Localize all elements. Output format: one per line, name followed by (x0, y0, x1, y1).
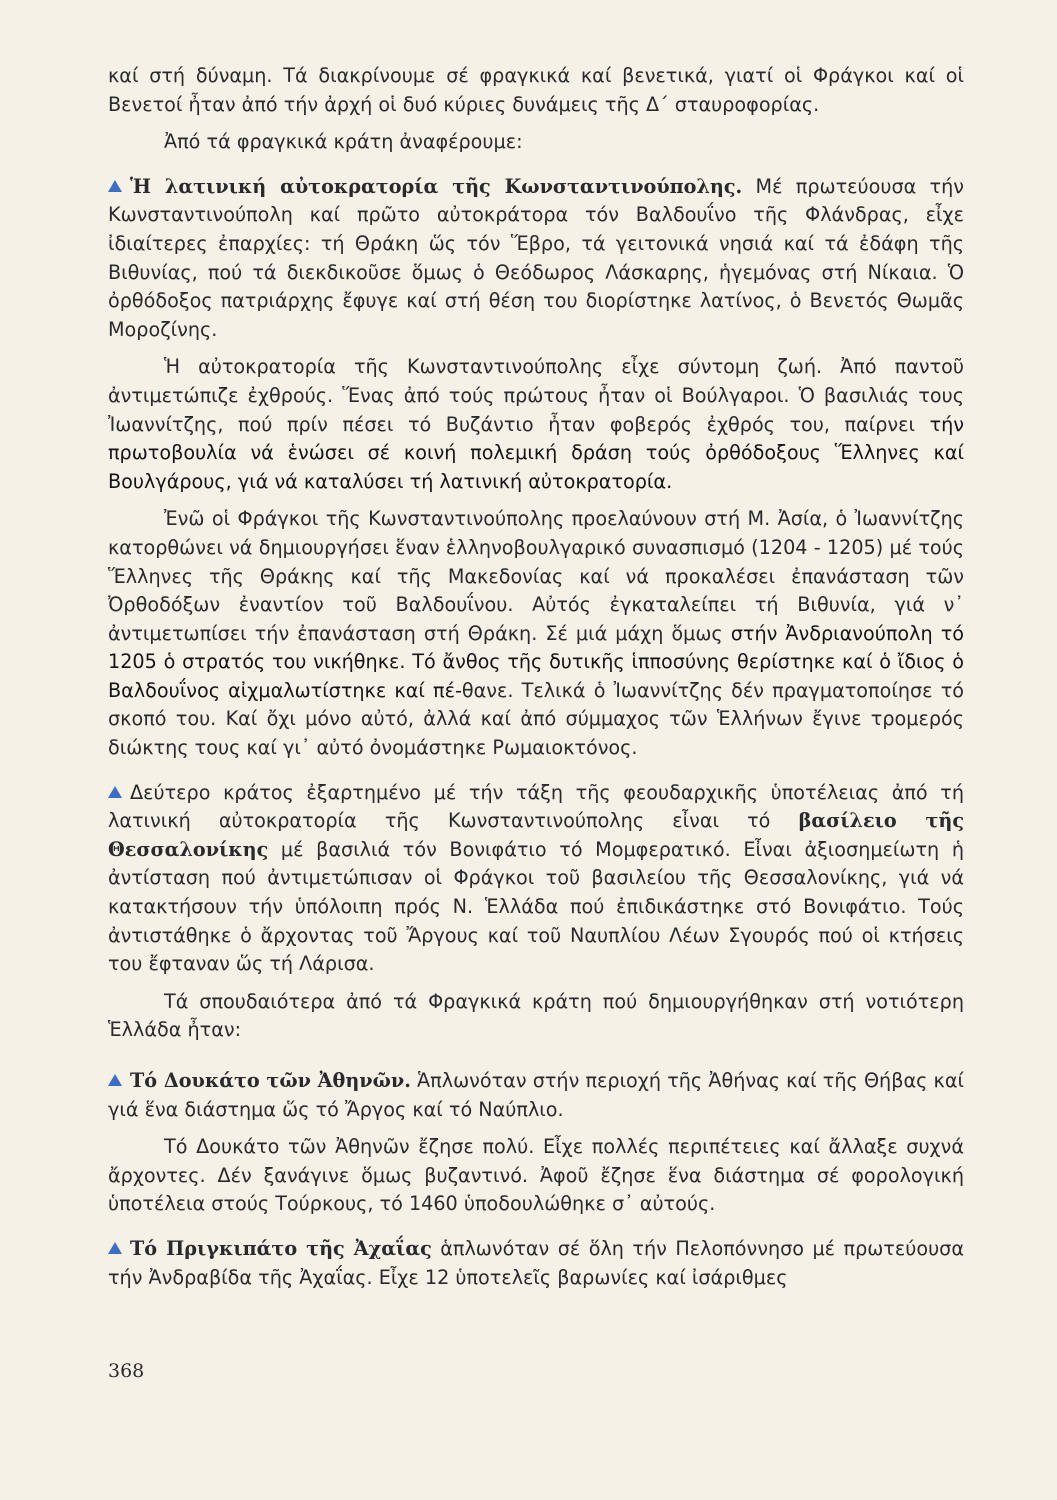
paragraph: Ἡ αὐτοκρατορία τῆς Κωνσταντινούπολης εἶχε σύντομη ζωή. Ἀπό παντοῦ ἀντιμετώπιζε ἐχθρούς. Ἕνας ἀπό τούς πρώτους ἦταν οἱ Βούλγαροι. Ὁ βασιλιάς τους Ἰωαννίτζης, πού πρίν πέσει τό Βυζάντιο ἦταν φοβερός ἐχθρός του, παίρνει τήν πρωτοβουλία νά ἑνώσει σέ κοινή πολεμική δράση τούς ὀρθόδοξους Ἕλληνες καί Βουλγάρους, γιά νά καταλύσει τή λατινική αὐτοκρατορία. (108, 355, 964, 493)
body-text (108, 62, 964, 1301)
section-paragraph: Δεύτερο κράτος ἐξαρτημένο μέ τήν τάξη τῆς φεουδαρχικῆς ὑποτέλειας ἀπό τή λατινική αὐτοκρατορία τῆς Κωνσταντινούπολης εἶναι τό βασίλειο τῆς Θεσσαλονίκης μέ βασιλιά τόν Βονιφάτιο τό Μομφερατικό. Εἶναι ἀξιοσημείωτη ἡ ἀντίσταση πού ἀντιμετώπισαν οἱ Φράγκοι τοῦ βασιλείου τῆς Θεσσαλονίκης, γιά νά κατακτήσουν τήν ὑπόλοιπη πρός Ν. Ἑλλάδα πού ἐπιδικάστηκε στό Βονιφάτιο. Τούς ἀντιστάθηκε ὁ ἄρχοντας τοῦ Ἄργους καί τοῦ Ναυπλίου Λέων Σγουρός πού οἱ κτήσεις του ἔφταναν ὥς τή Λάρισα. (108, 780, 964, 976)
emphasized-text: στήν Ἀνδριανούπολη τό 1205 ὁ στρατός του νικήθηκε. Τό ἄνθος τῆς δυτικῆς ἱπποσύνης θερίστηκε καί ὁ ἴδιος ὁ Βαλδουΐνος αἰχμαλωτίστηκε καί πέ- (108, 621, 964, 702)
triangle-bullet-icon (108, 786, 122, 798)
section-paragraph: Τό Πριγκιπάτο τῆς Ἀχαΐας ἁπλωνόταν σέ ὅλη τήν Πελοπόννησο μέ πρωτεύουσα τήν Ἀνδραβίδα τῆς Ἀχαΐας. Εἶχε 12 ὑποτελεῖς βαρωνίες καί ἰσάριθμες (108, 1236, 964, 1289)
emphasized-text: τήν πρωτοβουλία νά ἑνώσει σέ κοινή πολεμική δράση τούς ὀρθόδοξους Ἕλληνες καί Βουλγάρους, γιά νά καταλύσει τή λατινική αὐτοκρατορία. (108, 412, 964, 493)
paragraph: Τό Δουκάτο τῶν Ἀθηνῶν ἔζησε πολύ. Εἶχε πολλές περιπέτειες καί ἄλλαξε συχνά ἄρχοντες. Δέν ξανάγινε ὅμως βυζαντινό. Ἀφοῦ ἔζησε ἕνα διάστημα σέ φορολογική ὑποτέλεια στούς Τούρκους, τό 1460 ὑποδουλώθηκε σ᾽ αὐτούς. (108, 1135, 964, 1216)
section-heading: Τό Πριγκιπάτο τῆς Ἀχαΐας (130, 1236, 432, 1260)
section-paragraph: Τό Δουκάτο τῶν Ἀθηνῶν. Ἁπλωνόταν στήν περιοχή τῆς Ἀθήνας καί τῆς Θήβας καί γιά ἕνα διάστημα ὥς τό Ἄργος καί τό Ναύπλιο. (108, 1069, 964, 1121)
triangle-bullet-icon (108, 1242, 122, 1254)
page-number: 368 (108, 1360, 145, 1382)
section-heading: Ἡ λατινική αὐτοκρατορία τῆς Κωνσταντινούπολης. (130, 174, 743, 198)
section-paragraph: Ἡ λατινική αὐτοκρατορία τῆς Κωνσταντινούπολης. Μέ πρωτεύουσα τήν Κωνσταντινούπολη καί πρῶτο αὐτοκράτορα τόν Βαλδουΐνο τῆς Φλάνδρας, εἶχε ἰδιαίτερες ἐπαρχίες: τή Θράκη ὥς τόν Ἕβρο, τά γειτονικά νησιά καί τά ἐδάφη τῆς Βιθυνίας, πού τά διεκδικοῦσε ὅμως ὁ Θεόδωρος Λάσκαρης, ἡγεμόνας στή Νίκαια. Ὁ ὀρθόδοξος πατριάρχης ἔφυγε καί στή θέση του διορίστηκε λατίνος, ὁ Βενετός Θωμᾶς Μοροζίνης. (108, 174, 964, 341)
section-heading: βασίλειο τῆς Θεσσαλονίκης (108, 809, 964, 861)
section-heading: Τό Δουκάτο τῶν Ἀθηνῶν. (130, 1069, 411, 1092)
paragraph: Ἀπό τά φραγκικά κράτη ἀναφέρουμε: (164, 130, 523, 154)
paragraph: Ἐνῶ οἱ Φράγκοι τῆς Κωνσταντινούπολης προελαύνουν στή Μ. Ἀσία, ὁ Ἰωαννίτζης κατορθώνει νά δημιουργήσει ἕναν ἑλληνοβουλγαρικό συνασπισμό (1204 - 1205) μέ τούς Ἕλληνες τῆς Θράκης καί τῆς Μακεδονίας καί νά προκαλέσει ἐπανάσταση τῶν Ὀρθοδόξων ἐναντίον τοῦ Βαλδουΐνου. Αὐτός ἐγκαταλείπει τή Βιθυνία, γιά ν᾽ ἀντιμετωπίσει τήν ἐπανάσταση στή Θράκη. Σέ μιά μάχη ὅμως στήν Ἀνδριανούπολη τό 1205 ὁ στρατός του νικήθηκε. Τό ἄνθος τῆς δυτικῆς ἱπποσύνης θερίστηκε καί ὁ ἴδιος ὁ Βαλδουΐνος αἰχμαλωτίστηκε καί πέ-θανε. Τελικά ὁ Ἰωαννίτζης δέν πραγματοποίησε τό σκοπό του. Καί ὄχι μόνο αὐτό, ἀλλά καί ἀπό σύμμαχος τῶν Ἑλλήνων ἔγινε τρομερός διώκτης τους καί γι᾽ αὐτό ὀνομάστηκε Ρωμαιοκτόνος. (108, 507, 964, 760)
paragraph: καί στή δύναμη. Τά διακρίνουμε σέ φραγκικά καί βενετικά, γιατί οἱ Φράγκοι καί οἱ Βενετοί ἦταν ἀπό τήν ἀρχή οἱ δυό κύριες δυνάμεις τῆς Δ΄ σταυροφορίας. (108, 64, 964, 116)
paragraph: Τά σπουδαιότερα ἀπό τά Φραγκικά κράτη πού δημιουργήθηκαν στή νοτιότερη Ἑλλάδα ἦταν: (108, 989, 964, 1042)
triangle-bullet-icon (108, 180, 122, 192)
triangle-bullet-icon (108, 1074, 122, 1086)
